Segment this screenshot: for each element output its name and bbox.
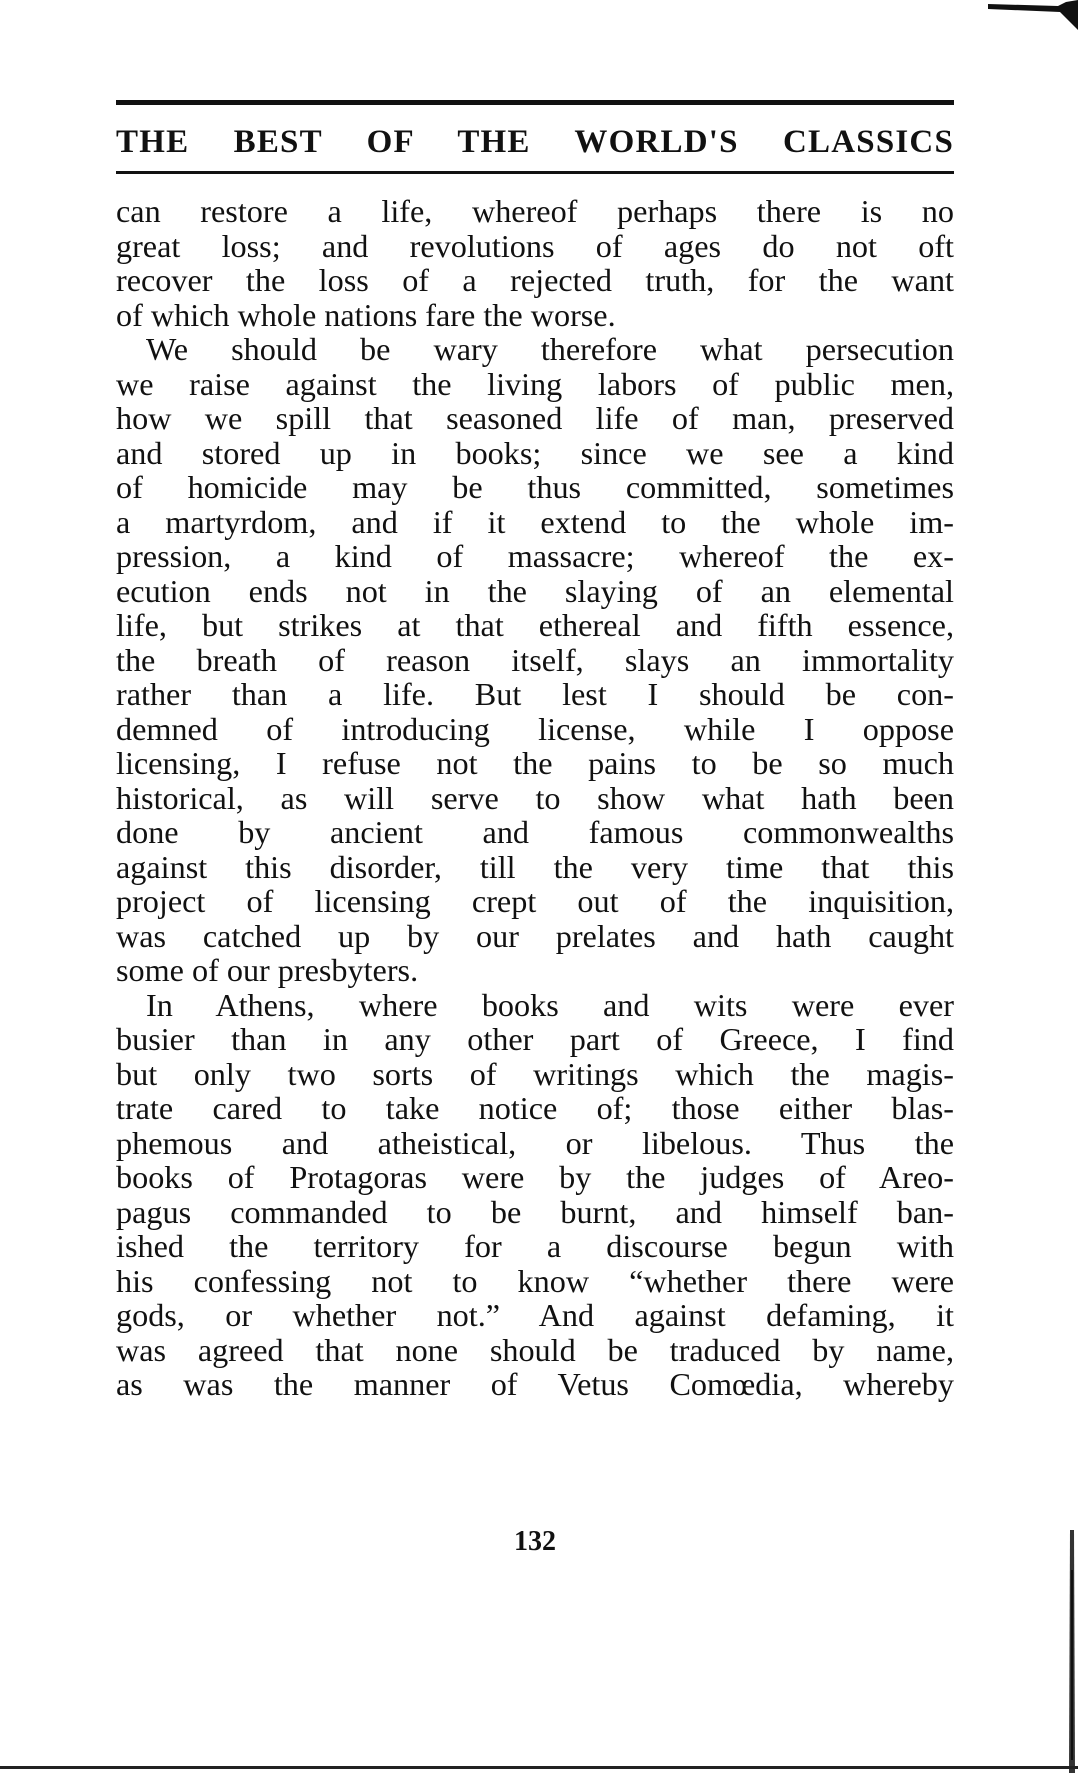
text-line: of homicide may be thus committed, sometimes <box>116 469 954 505</box>
text-line: In Athens, where books and wits were ever <box>146 986 954 1023</box>
running-head: THE BEST OF THE WORLD'S CLASSICS <box>116 124 954 160</box>
text-line: busier than in any other part of Greece, I find <box>116 1021 954 1057</box>
text-line: books of Protagoras were by the judges of Areo- <box>116 1159 954 1195</box>
text-line: was catched up by our prelates and hath caught <box>116 917 954 954</box>
head-rule <box>116 171 954 174</box>
scan-bottom-line <box>0 1766 1078 1769</box>
text-line: recover the loss of a rejected truth, for the want <box>116 262 954 298</box>
text-line: was agreed that none should be traduced by name, <box>116 1331 954 1368</box>
paragraph <box>116 988 954 1402</box>
top-rule <box>116 100 954 105</box>
paragraph <box>116 194 954 332</box>
text-line: we raise against the living labors of public men, <box>116 365 954 402</box>
text-line: of which whole nations fare the worse. <box>116 296 616 333</box>
scan-edge-mark <box>1058 1530 1078 1773</box>
text-line: as was the manner of Vetus Comœdia, whereby <box>116 1366 954 1402</box>
text-line: can restore a life, whereof perhaps there is no <box>116 193 954 229</box>
paragraph <box>116 332 954 988</box>
text-line: pression, a kind of massacre; whereof the ex- <box>116 538 954 574</box>
text-line: phemous and atheistical, or libelous. Thus the <box>116 1124 954 1161</box>
text-line: licensing, I refuse not the pains to be so much <box>116 745 954 781</box>
text-line: done by ancient and famous commonwealths <box>116 814 954 850</box>
text-line: against this disorder, till the very time that this <box>116 848 954 885</box>
text-line: the breath of reason itself, slays an immortality <box>116 641 954 678</box>
text-line: pagus commanded to be burnt, and himself ban- <box>116 1193 954 1230</box>
text-line: project of licensing crept out of the inquisition, <box>116 883 954 919</box>
text-line: ished the territory for a discourse begun with <box>116 1228 954 1264</box>
text-line: his confessing not to know “whether there were <box>116 1262 954 1299</box>
text-line: great loss; and revolutions of ages do not oft <box>116 227 954 264</box>
text-line: how we spill that seasoned life of man, preserved <box>116 400 954 436</box>
text-line: ecution ends not in the slaying of an elemental <box>116 572 954 609</box>
text-line: gods, or whether not.” And against defaming, it <box>116 1297 954 1333</box>
text-line: historical, as will serve to show what hath been <box>116 779 954 816</box>
scan-corner-mark <box>988 0 1078 30</box>
text-line: rather than a life. But lest I should be con- <box>116 676 954 712</box>
body-text <box>116 194 954 1402</box>
page-number: 132 <box>514 1526 556 1557</box>
text-line: but only two sorts of writings which the magis- <box>116 1055 954 1092</box>
text-line: demned of introducing license, while I oppose <box>116 710 954 747</box>
text-line: trate cared to take notice of; those either blas- <box>116 1090 954 1126</box>
text-line: some of our presbyters. <box>116 952 419 988</box>
text-line: a martyrdom, and if it extend to the whole im- <box>116 503 954 540</box>
text-line: We should be wary therefore what persecution <box>146 331 954 367</box>
text-line: life, but strikes at that ethereal and fifth essence, <box>116 607 954 643</box>
book-page <box>116 100 954 1557</box>
text-line: and stored up in books; since we see a kind <box>116 434 954 471</box>
